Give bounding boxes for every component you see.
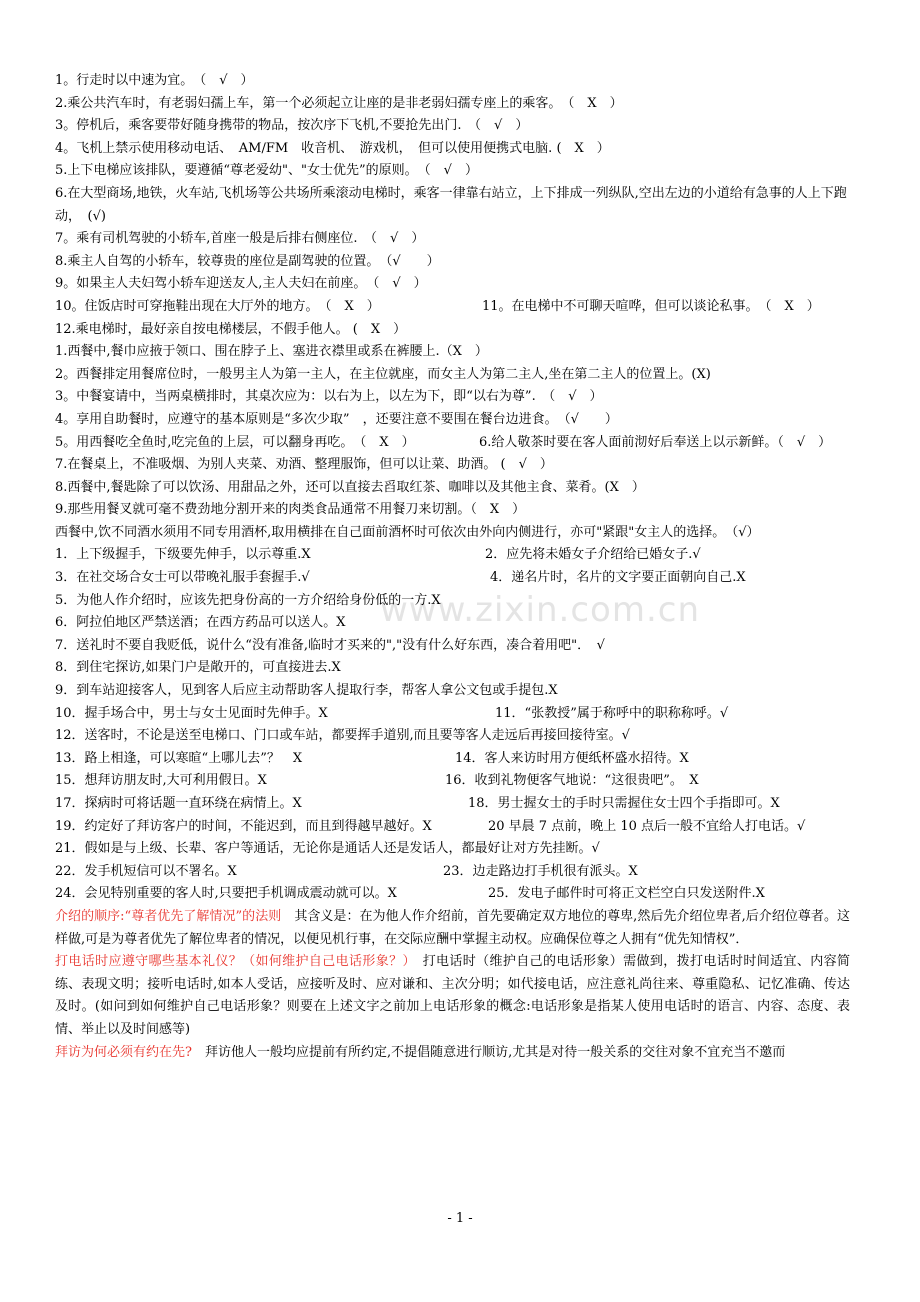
text-line: 9。如果主人夫妇驾小轿车迎送友人,主人夫妇在前座。 （ √ ） [55,276,427,292]
text-right: 11。在电梯中不可聊天喧哗，但可以谈论私事。 （ X ） [482,298,820,314]
text-line [55,748,850,771]
text-left: 10．握手场合中，男士与女士见面时先伸手。X [55,705,328,721]
text-line [55,432,850,455]
text-line: 7．送礼时不要自我贬低，说什么“没有准备,临时才买来的","没有什么好东西，凑合着用吧"． √ [55,637,605,653]
text-line [55,883,850,906]
text-line [55,816,850,839]
text-line: 12．送客时，不论是送至电梯口、门口或车站，都要挥手道别,而且要等客人走远后再接回接待室。√ [55,728,630,744]
text-line: 9.那些用餐叉就可毫不费劲地分割开来的肉类食品通常不用餐刀来切割。（ X ） [55,502,526,518]
text-right: 18．男士握女士的手时只需握住女士四个手指即可。X [468,796,780,811]
section-body: 其含义是：在为他人作介绍前，首先要确定双方地位的尊卑,然后先介绍位卑者,后介绍位尊者。这样做,可是为尊者优先了解位卑者的情况，以便见机行事，在交际应酬中掌握主动权。应确保位尊之人拥有“优先知情权”． [55,908,850,947]
text-line [55,793,850,816]
text-line: 2。西餐排定用餐席位时，一般男主人为第一主人，在主位就座，而女主人为第二主人,坐在第二主人的位置上。(X) [55,366,711,382]
text-line: 3。停机后，乘客要带好随身携带的物品，按次序下飞机,不要抢先出门. （ √ ） [55,118,529,134]
text-line: 8.乘主人自驾的小轿车，较尊贵的座位是副驾驶的位置。 （√ ） [55,253,440,269]
page-number: - 1 - [447,1211,473,1226]
text-right: 2．应先将未婚女子介绍给已婚女子.√ [485,547,701,563]
text-line: 4。享用自助餐时，应遵守的基本原则是“多次少取” ，还要注意不要围在餐台边进食。 （√ ） [55,411,618,427]
text-line: 12.乘电梯时，最好亲自按电梯楼层，不假手他人。 ( X ） [55,321,407,337]
text-line: 5.上下电梯应该排队，要遵循“尊老爱幼"、"女士优先”的原则。 （ √ ） [55,163,478,179]
text-right: 14．客人来访时用方便纸杯盛水招待。X [455,750,689,766]
text-line: 6.在大型商场,地铁，火车站,飞机场等公共场所乘滚动电梯时，乘客一律靠右站立，上下排成一列纵队,空出左边的小道给有急事的人上下跑动， (√) [55,185,847,224]
text-left: 3．在社交场合女士可以带晚礼服手套握手.√ [55,570,310,586]
section-heading: 介绍的顺序:“尊者优先了解情况”的法则 [55,908,282,924]
text-line: 7.在餐桌上，不准吸烟、为别人夹菜、劝酒、整理服饰，但可以让菜、助酒。 ( √ ） [55,457,553,473]
text-left: 17．探病时可将话题一直环绕在病情上。X [55,796,302,811]
section-heading: 打电话时应遵守哪些基本礼仪？（如何维护自己电话形象？） [55,954,410,970]
text-left: 19．约定好了拜访客户的时间，不能迟到，而且到得越早越好。X [55,818,432,834]
text-left: 5。用西餐吃全鱼时,吃完鱼的上层，可以翻身再吃。 （ X ） [55,434,415,450]
section-body: 拜访他人一般均应提前有所约定,不提倡随意进行顺访,尤其是对待一般关系的交往对象不宜充当不邀而 [191,1044,786,1060]
text-left: 1．上下级握手，下级要先伸手，以示尊重.X [55,547,311,563]
section-phone-etiquette [55,951,850,1041]
text-line [55,544,850,567]
text-right: 11．“张教授”属于称呼中的职称称呼。√ [495,705,729,721]
text-line [55,861,850,884]
text-right: 20 早晨 7 点前，晚上 10 点后一般不宜给人打电话。√ [488,818,806,834]
text-line: 5．为他人作介绍时，应该先把身份高的一方介绍给身份低的一方.X [55,592,441,608]
text-line: 1。行走时以中速为宜。 （ √ ） [55,73,254,88]
text-left: 10。住饭店时可穿拖鞋出现在大厅外的地方。 （ X ） [55,298,380,314]
text-line: 6．阿拉伯地区严禁送酒；在西方药品可以送人。X [55,615,346,631]
text-right: 4．递名片时，名片的文字要正面朝向自己.X [490,570,746,586]
text-line: 3。中餐宴请中，当两桌横排时，其桌次应为：以右为上，以左为下，即“以右为尊”. （ √ ） [55,389,603,405]
text-line [55,567,850,590]
text-line [55,770,850,793]
text-right: 6.给人敬茶时要在客人面前沏好后奉送上以示新鲜。（ √ ） [479,434,832,450]
text-line: 8.西餐中,餐匙除了可以饮汤、用甜品之外，还可以直接去舀取红茶、咖啡以及其他主食、菜肴。(X ） [55,479,645,495]
text-line [55,296,850,319]
text-line: 9．到车站迎接客人，见到客人后应主动帮助客人提取行李，帮客人拿公文包或手提包.X [55,683,558,699]
text-line: 4。飞机上禁示使用移动电话、 AM/FM 收音机、 游戏机， 但可以使用便携式电脑. ( X ） [55,140,610,156]
text-line: 7。乘有司机驾驶的小轿车,首座一般是后排右侧座位. （ √ ） [55,231,425,247]
text-left: 22．发手机短信可以不署名。X [55,863,237,879]
section-body: 打电话时（维护自己的电话形象）需做到，拨打电话时时间适宜、内容简练、表现文明；接听电话时,如本人受话，应接听及时、应对谦和、主次分明；如代接电话，应注意礼尚往来、尊重隐私、记忆准确、传达及时。(如问到如何维护自己电话形象？则要在上述文字之前加上电话形象的概念:电话形象是指某人使用电话时的语言、内容、态度、表情、举止以及时间感等) [55,954,850,1037]
section-visit-appointment [55,1042,850,1065]
watermark: www.zixin.com.cn [380,590,700,630]
section-introduction-order [55,906,850,951]
document-body [55,70,850,1064]
text-left: 24．会见特别重要的客人时,只要把手机调成震动就可以。X [55,886,397,902]
text-right: 16．收到礼物便客气地说：“这很贵吧”。 X [445,773,699,789]
text-line: 西餐中,饮不同酒水须用不同专用酒杯,取用横排在自己面前酒杯时可依次由外向内侧进行，亦可"紧跟"女主人的选择。 （√） [55,524,760,540]
text-line: 1.西餐中,餐巾应掖于领口、围在脖子上、塞进衣襟里或系在裤腰上.（X ） [55,344,488,360]
text-left: 13．路上相逢，可以寒暄“上哪儿去”？ X [55,750,303,766]
text-right: 25．发电子邮件时可将正文栏空白只发送附件.X [488,886,765,902]
text-line: 8．到住宅探访,如果门户是敞开的，可直接进去.X [55,660,341,676]
text-right: 23．边走路边打手机很有派头。X [443,863,638,879]
text-line: 21．假如是与上级、长辈、客户等通话，无论你是通话人还是发话人，都最好让对方先挂断。√ [55,841,600,857]
text-line [55,703,850,726]
text-left: 15．想拜访朋友时,大可利用假日。X [55,773,267,789]
text-line: 2.乘公共汽车时，有老弱妇孺上车，第一个必须起立让座的是非老弱妇孺专座上的乘客。 （ X ） [55,95,623,111]
section-heading: 拜访为何必须有约在先? [55,1044,192,1060]
